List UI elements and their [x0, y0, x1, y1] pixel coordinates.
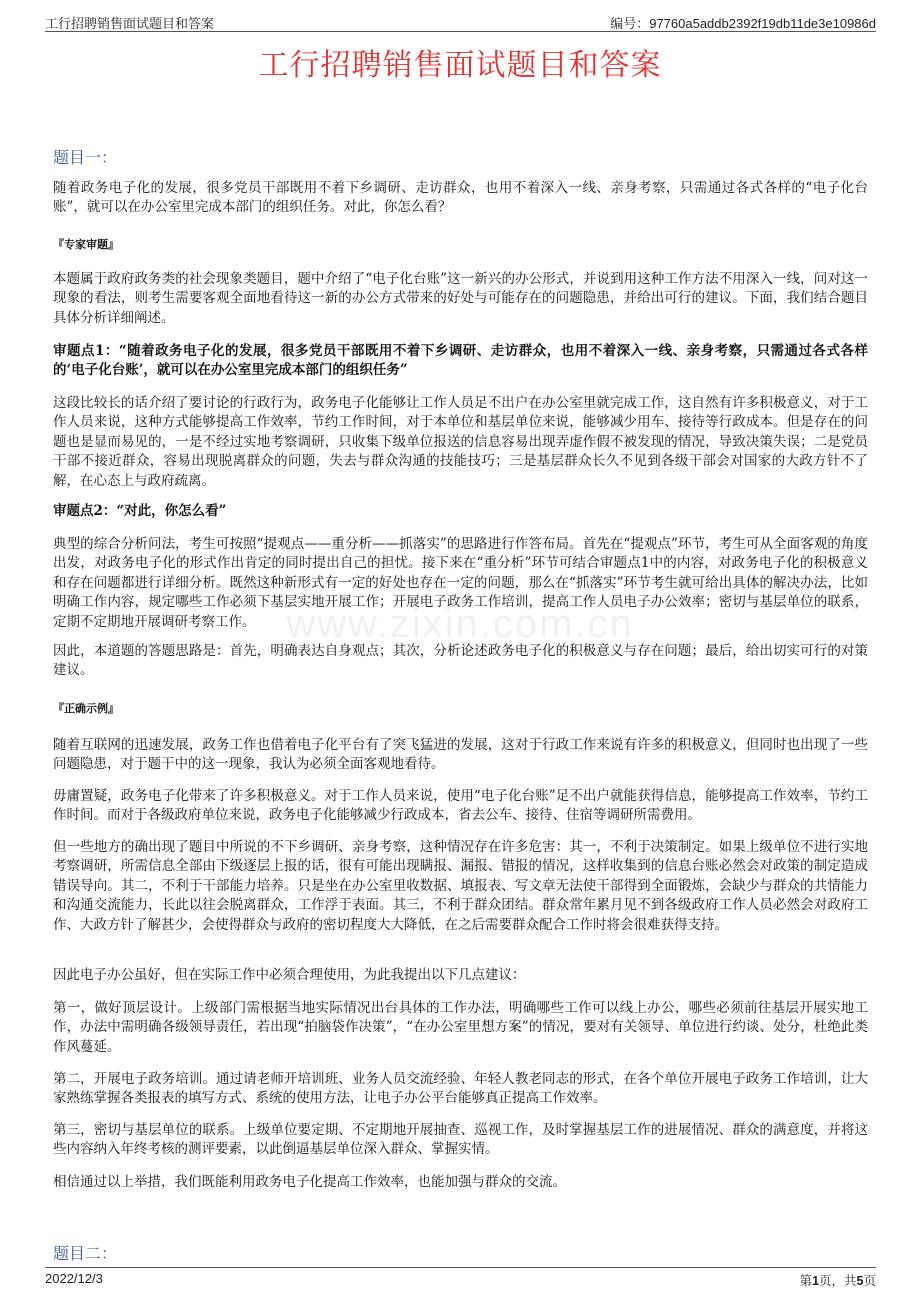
sample-paragraph-5: 第一，做好顶层设计。上级部门需根据当地实际情况出台具体的工作办法，明确哪些工作可以线上办公，哪些必须前往基层开展实地工作，办法中需明确各级领导责任，若出现“拍脑袋作决策”，“在办公室里想方案”的情况，要对有关领导、单位进行约谈、处分，杜绝此类作风蔓延。	[53, 1000, 868, 1055]
sample-paragraph-3: 但一些地方的确出现了题目中所说的不下乡调研、亲身考察，这种情况存在许多危害：其一，不利于决策制定。如果上级单位不进行实地考察调研，所需信息全部由下级逐层上报的话，很有可能出现瞒报、漏报、错报的情况，这样收集到的信息台账必然会对政策的制定造成错误导向。其二，不利于干部能力培养。只是坐在办公室里收数据、填报表、写文章无法使干部得到全面锻炼，会缺少与群众的共情能力和沟通交流能力，长此以往会脱离群众，工作浮于表面。其三，不利于群众团结。群众常年累月见不到各级政府工作人员必然会对政府工作、大政方针了解甚少，会使得群众与政府的密切程度大大降低，在之后需要群众配合工作时将会很难获得支持。	[53, 839, 868, 933]
sample-paragraph-2: 毋庸置疑，政务电子化带来了许多积极意义。对于工作人员来说，使用“电子化台账”足不出户就能获得信息，能够提高工作效率，节约工作时间。而对于各级政府单位来说，政务电子化能够减少行政成本，省去公车、接待、住宿等调研所需费用。	[53, 788, 868, 824]
page-mid: 页，共	[819, 1273, 857, 1288]
question-2-heading: 题目二：	[53, 1244, 118, 1263]
expert-review-tag: 『专家审题』	[53, 238, 119, 251]
expert-intro-paragraph: 本题属于政府政务类的社会现象类题目，题中介绍了“电子化台账”这一新兴的办公形式，并说到用这种工作方法不用深入一线，问对这一现象的看法，则考生需要客观全面地看待这一新的办公方式带来的好处与可能存在的问题隐患，并给出可行的建议。下面，我们结合题目具体分析详细阐述。	[53, 271, 868, 326]
page-prefix: 第	[799, 1273, 813, 1288]
sample-paragraph-6: 第二，开展电子政务培训。通过请老师开培训班、业务人员交流经验、年轻人教老同志的形式，在各个单位开展电子政务工作培训，让大家熟练掌握各类报表的填写方式、系统的使用方法，让电子办公平台能够真正提高工作效率。	[53, 1071, 868, 1107]
page-title: 工行招聘销售面试题目和答案	[258, 48, 662, 83]
correct-sample-tag: 『正确示例』	[53, 702, 119, 715]
review-point-1-body: 这段比较长的话介绍了要讨论的行政行为，政务电子化能够让工作人员足不出户在办公室里就完成工作，这自然有许多积极意义，对于工作人员来说，这种方式能够提高工作效率，节约工作时间，对于本单位和基层单位来说，能够减少用车、接待等行政成本。但是存在的问题也是显而易见的，一是不经过实地考察调研，只收集下级单位报送的信息容易出现弄虚作假不被发现的情况，导致决策失误；二是党员干部不接近群众，容易出现脱离群众的问题，失去与群众沟通的技能技巧；三是基层群众长久不见到各级干部会对国家的大政方针不了解，在心态上与政府疏离。	[53, 395, 868, 489]
header-code-label: 编号：	[610, 17, 650, 32]
footer-page-count	[800, 1271, 876, 1289]
page-suffix: 页	[863, 1273, 876, 1288]
page-header	[45, 11, 876, 32]
header-code-value: 97760a5addb2392f19db11de3e10986d	[649, 16, 876, 31]
review-point-2-body: 典型的综合分析问法，考生可按照“提观点——重分析——抓落实”的思路进行作答布局。首先在“提观点”环节，考生可从全面客观的角度出发，对政务电子化的形式作出肯定的同时提出自己的担忧。接下来在“重分析”环节可结合审题点1中的内容，对政务电子化的积极意义和存在问题都进行详细分析。既然这种新形式有一定的好处也存在一定的问题，那么在“抓落实”环节考生就可给出具体的解决办法，比如明确工作内容，规定哪些工作必须下基层实地开展工作；开展电子政务工作培训，提高工作人员电子办公效率；密切与基层单位的联系，定期不定期地开展调研考察工作。	[53, 536, 868, 630]
sample-paragraph-8: 相信通过以上举措，我们既能利用政务电子化提高工作效率，也能加强与群众的交流。	[53, 1174, 566, 1190]
sample-paragraph-1: 随着互联网的迅速发展，政务工作也借着电子化平台有了突飞猛进的发展，这对于行政工作来说有许多的积极意义，但同时也出现了一些问题隐患，对于题干中的这一现象，我认为必须全面客观地看待。	[53, 737, 868, 773]
question-1-heading: 题目一：	[53, 148, 118, 167]
sample-paragraph-7: 第三，密切与基层单位的联系。上级单位要定期、不定期地开展抽查、巡视工作，及时掌握基层工作的进展情况、群众的满意度，并将这些内容纳入年终考核的测评要素，以此倒逼基层单位深入群众、掌握实情。	[53, 1122, 868, 1158]
page-total: 5	[856, 1274, 864, 1288]
footer-date: 2022/12/3	[45, 1271, 103, 1286]
review-point-1-title: 审题点1：“随着政务电子化的发展，很多党员干部既用不着下乡调研、走访群众，也用不着深入一线、亲身考察，只需通过各式各样的‘电子化台账’，就可以在办公室里完成本部门的组织任务”	[53, 343, 868, 379]
header-doc-code	[610, 13, 876, 32]
watermark: www.zixin.com.cn	[286, 602, 634, 646]
page-footer	[45, 1267, 876, 1290]
header-doc-title: 工行招聘销售面试题目和答案	[45, 17, 215, 32]
page-number: 1	[812, 1274, 820, 1288]
question-1-text: 随着政务电子化的发展，很多党员干部既用不着下乡调研、走访群众，也用不着深入一线、亲身考察，只需通过各式各样的“电子化台账”，就可以在办公室里完成本部门的组织任务。对此，你怎么看？	[53, 180, 868, 216]
sample-paragraph-4: 因此电子办公虽好，但在实际工作中必须合理使用，为此我提出以下几点建议：	[53, 967, 526, 983]
review-point-2-title: 审题点2：“对此，你怎么看”	[53, 503, 227, 519]
answer-approach-summary: 因此，本道题的答题思路是：首先，明确表达自身观点；其次，分析论述政务电子化的积极意义与存在问题；最后，给出切实可行的对策建议。	[53, 643, 868, 679]
